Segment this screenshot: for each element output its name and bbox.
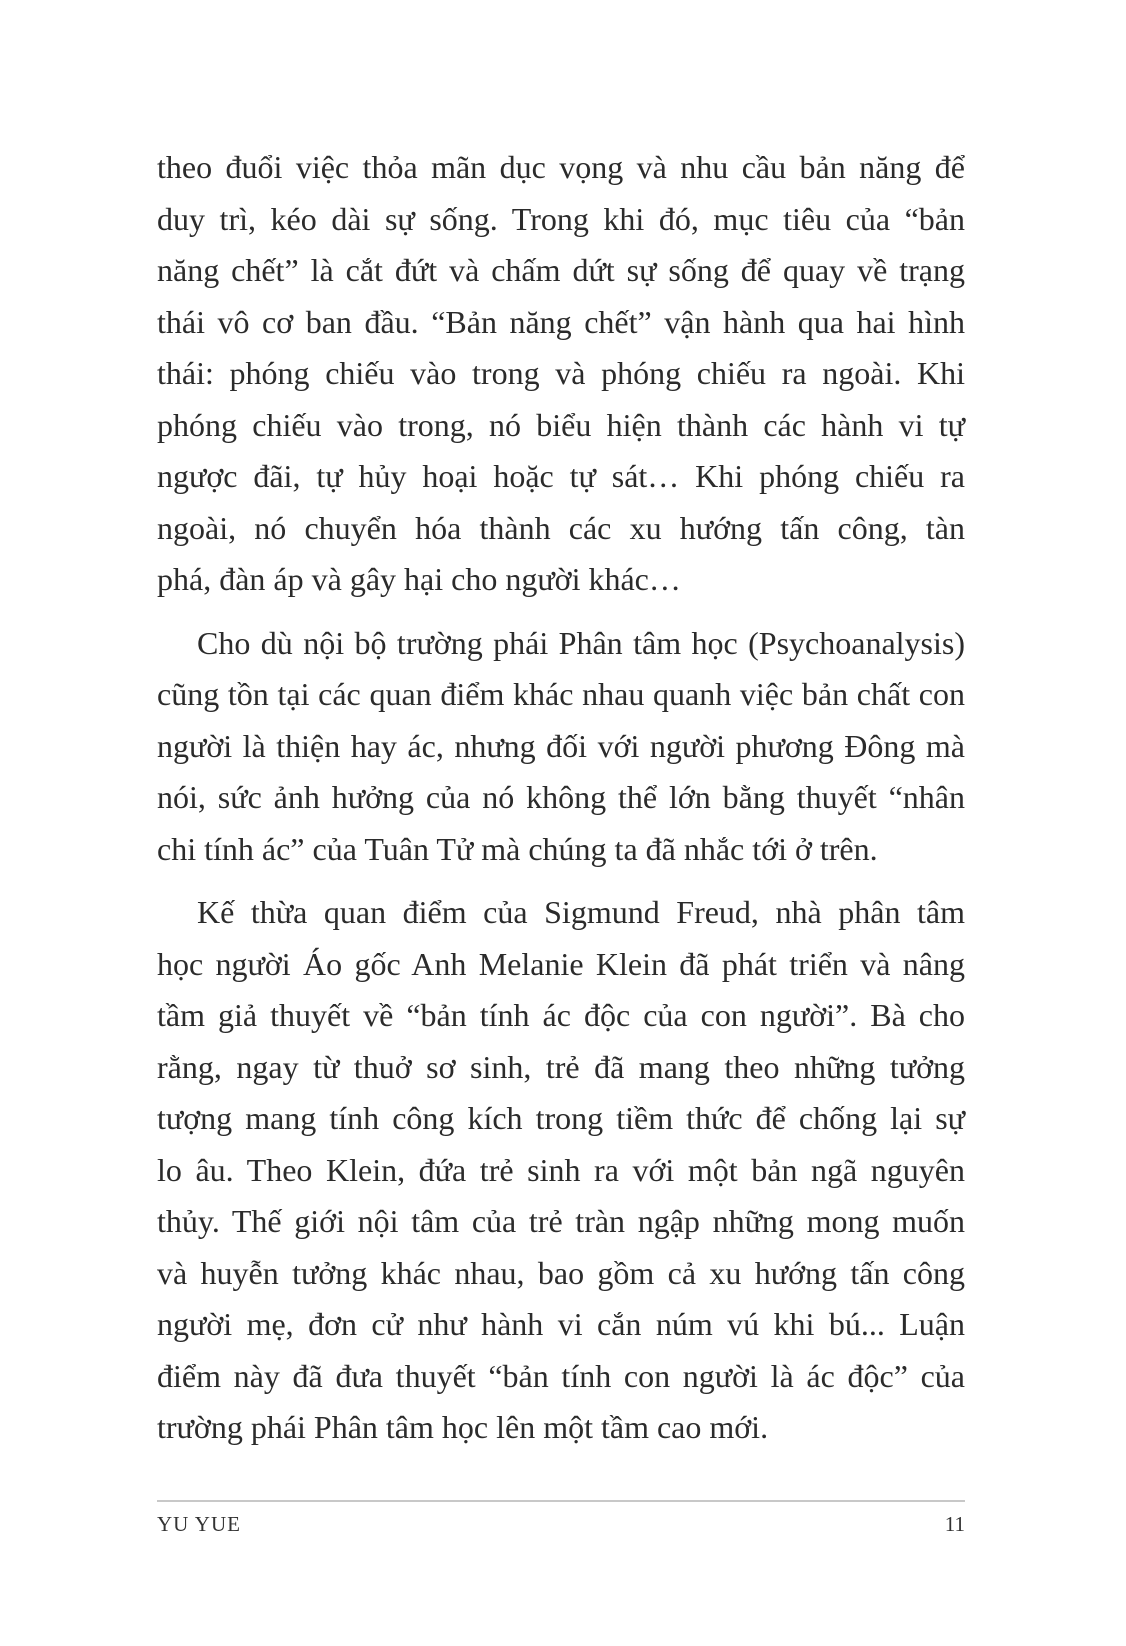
text-line: phóng chiếu vào trong, nó biểu hiện thành các hành vi tự — [157, 406, 965, 443]
text-line: trường phái Phân tâm học lên một tầm cao mới. — [157, 1409, 769, 1445]
text-line: thái vô cơ ban đầu. “Bản năng chết” vận hành qua hai hình — [157, 303, 965, 340]
text-line: người là thiện hay ác, nhưng đối với người phương Đông mà — [157, 727, 965, 764]
paragraph — [157, 142, 965, 606]
text-line: học người Áo gốc Anh Melanie Klein đã phát triển và nâng — [157, 945, 965, 982]
paragraph-spacer — [157, 875, 965, 887]
text-line: ngoài, nó chuyển hóa thành các xu hướng tấn công, tàn — [157, 509, 965, 546]
text-line: điểm này đã đưa thuyết “bản tính con người là ác độc” của — [157, 1357, 965, 1394]
paragraph — [157, 618, 965, 876]
text-line: tượng mang tính công kích trong tiềm thức để chống lại sự — [157, 1100, 965, 1136]
text-line: chi tính ác” của Tuân Tử mà chúng ta đã nhắc tới ở trên. — [157, 830, 878, 867]
footer-author: YU YUE — [157, 1512, 241, 1536]
text-line: thái: phóng chiếu vào trong và phóng chiếu ra ngoài. Khi — [157, 355, 965, 391]
text-line: lo âu. Theo Klein, đứa trẻ sinh ra với một bản ngã nguyên — [157, 1151, 965, 1188]
footer-divider — [157, 1500, 965, 1502]
text-line: nói, sức ảnh hưởng của nó không thể lớn bằng thuyết “nhân — [157, 779, 965, 815]
text-line: tầm giả thuyết về “bản tính ác độc của con người”. Bà cho — [157, 997, 965, 1033]
text-line: phá, đàn áp và gây hại cho người khác… — [157, 561, 681, 597]
text-line: duy trì, kéo dài sự sống. Trong khi đó, mục tiêu của “bản — [157, 200, 965, 237]
text-line: và huyễn tưởng khác nhau, bao gồm cả xu hướng tấn công — [157, 1254, 965, 1291]
body-text — [157, 142, 965, 1454]
text-line: cũng tồn tại các quan điểm khác nhau quanh việc bản chất con — [157, 676, 965, 712]
paragraph-spacer — [157, 606, 965, 618]
text-line: rằng, ngay từ thuở sơ sinh, trẻ đã mang theo những tưởng — [157, 1048, 965, 1085]
paragraph — [157, 887, 965, 1454]
text-line: thủy. Thế giới nội tâm của trẻ tràn ngập những mong muốn — [157, 1203, 965, 1239]
text-line: Cho dù nội bộ trường phái Phân tâm học (Psychoanalysis) — [197, 624, 965, 661]
text-line: Kế thừa quan điểm của Sigmund Freud, nhà phân tâm — [197, 894, 965, 930]
text-line: theo đuổi việc thỏa mãn dục vọng và nhu cầu bản năng để — [157, 149, 965, 185]
page-number: 11 — [944, 1512, 965, 1536]
text-line: ngược đãi, tự hủy hoại hoặc tự sát… Khi phóng chiếu ra — [157, 458, 965, 494]
text-line: năng chết” là cắt đứt và chấm dứt sự sống để quay về trạng — [157, 252, 965, 288]
text-line: người mẹ, đơn cử như hành vi cắn núm vú khi bú... Luận — [157, 1306, 965, 1342]
